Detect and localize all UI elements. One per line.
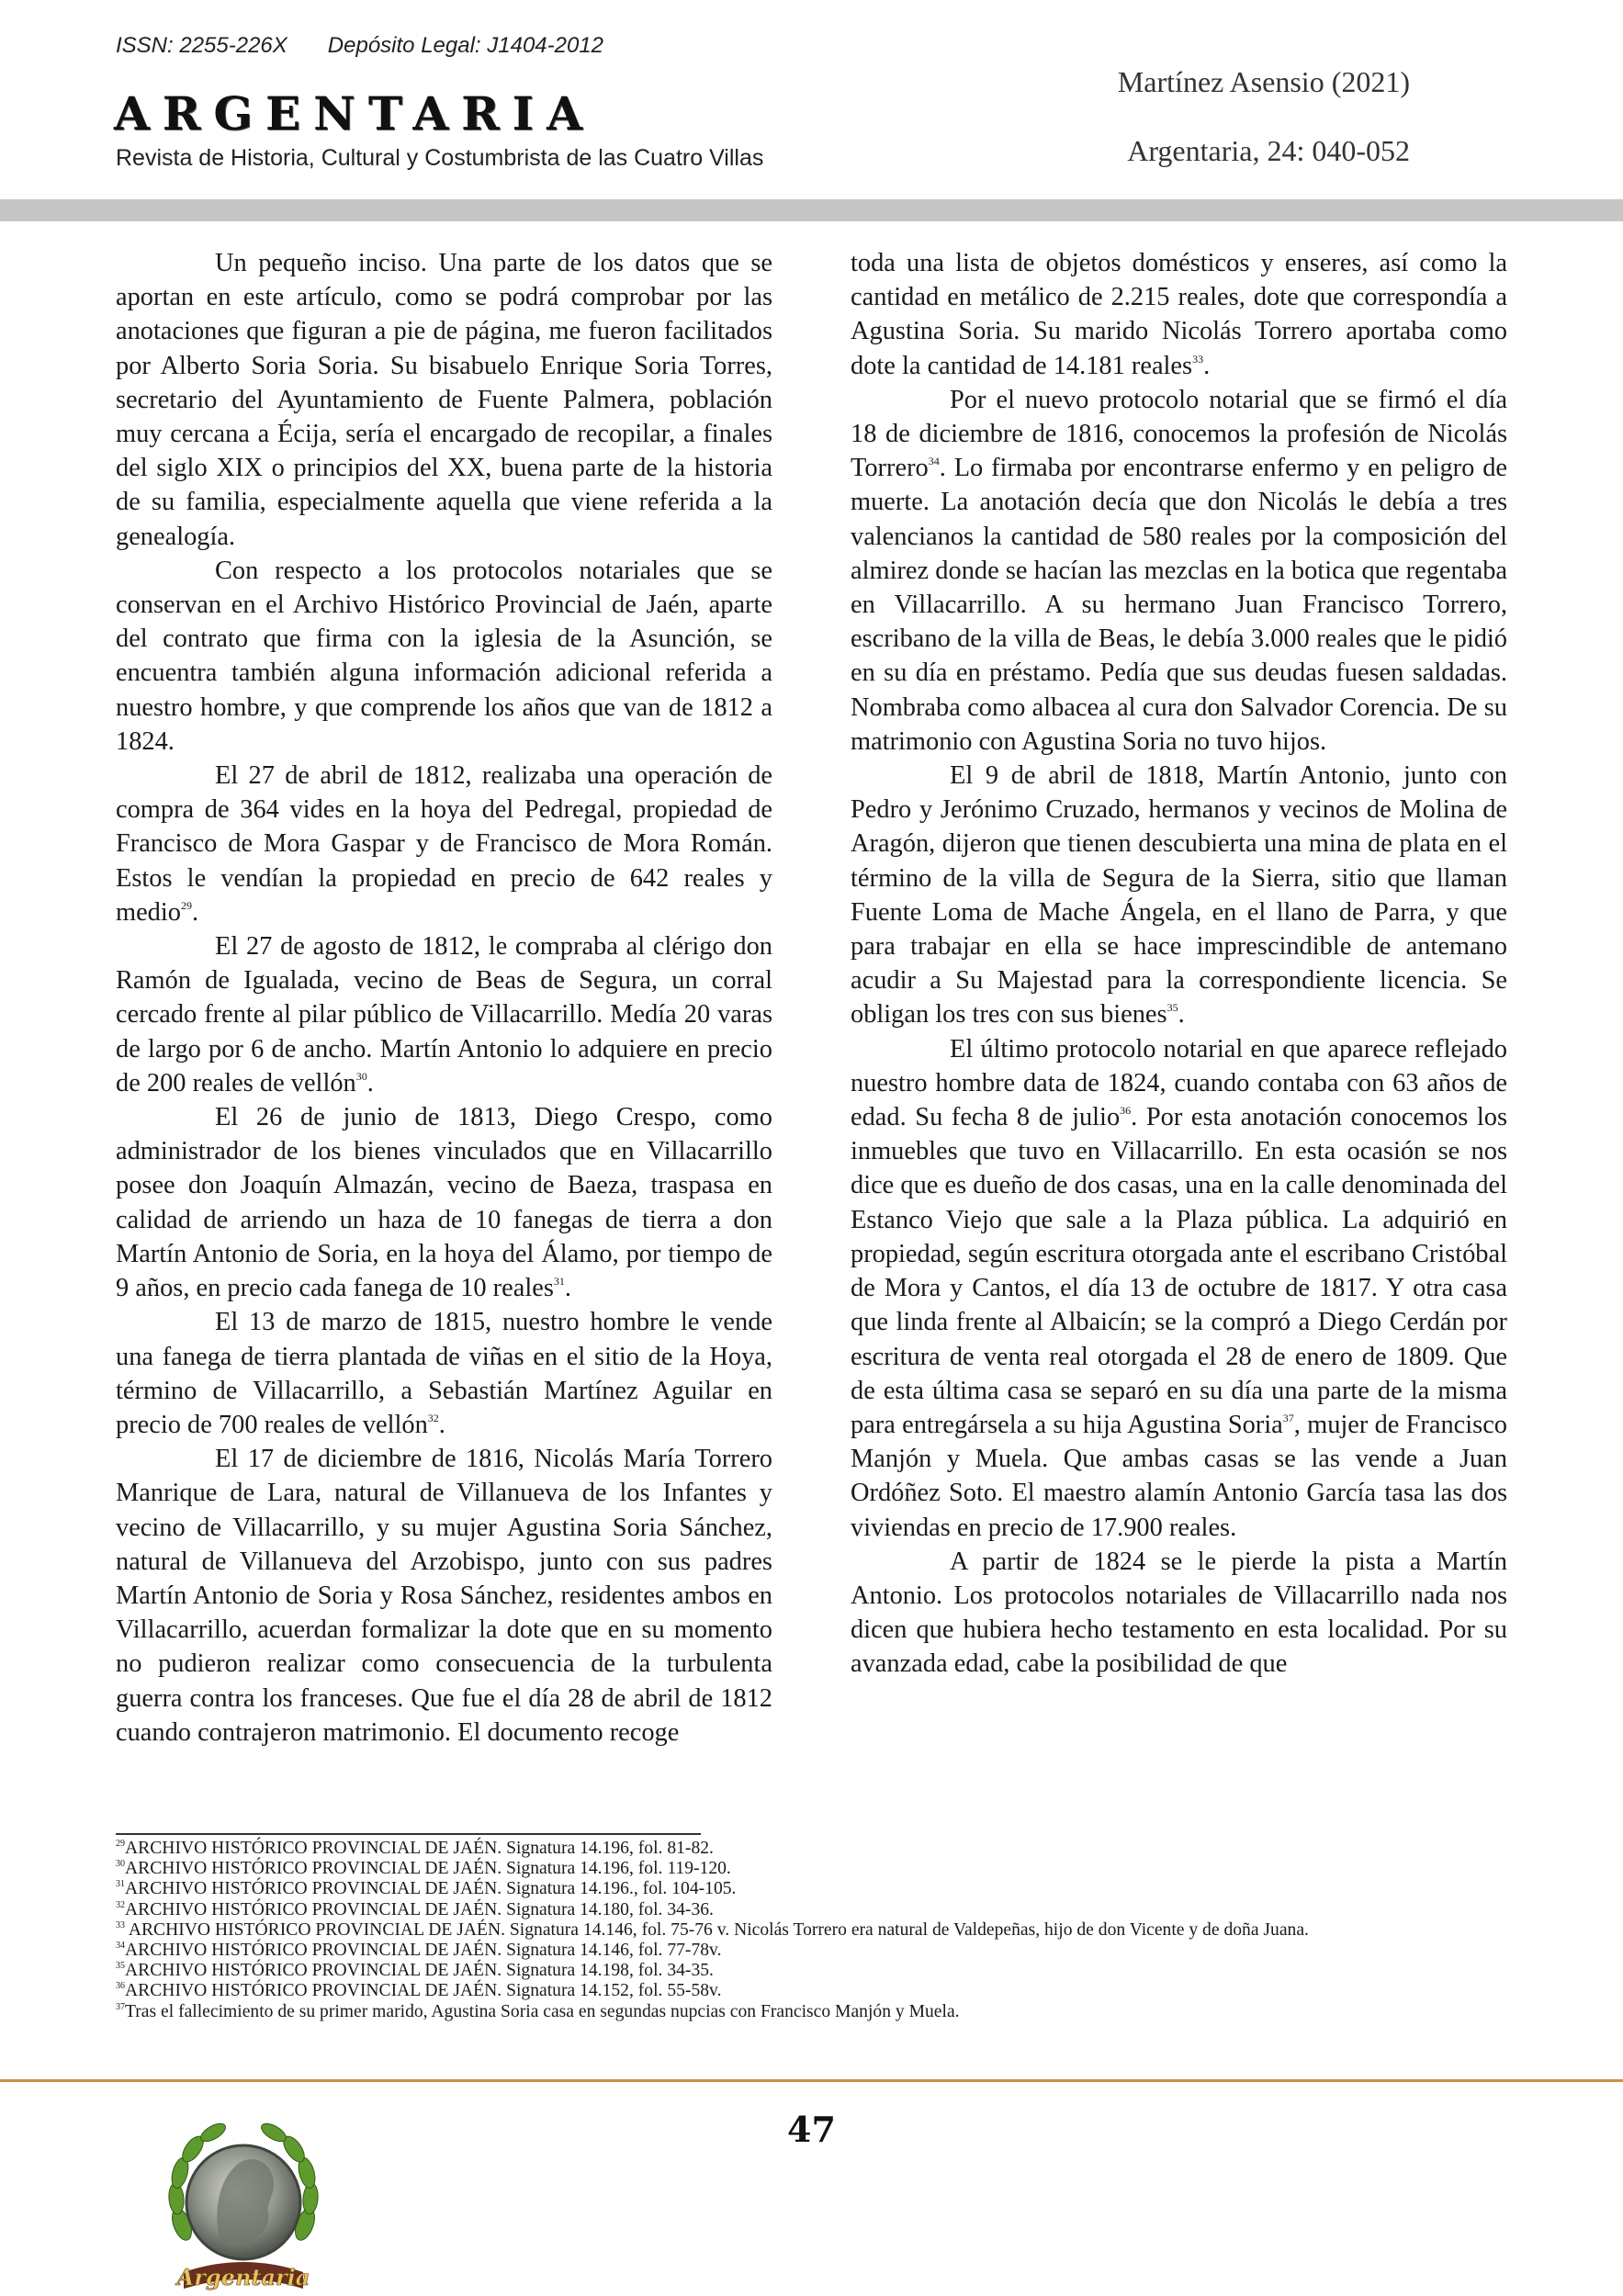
footnote-ref[interactable]: 37 <box>1282 1411 1294 1424</box>
paragraph <box>116 246 772 554</box>
citation-journal: Argentaria, 24: 040-052 <box>1127 134 1410 167</box>
paragraph-text: El 9 de abril de 1818, Martín Antonio, junto con Pedro y Jerónimo Cruzado, hermanos y vecinos de Molina de Aragón, dijeron que tienen descubierta una mina de plata en el término de la villa de Segura de la Sierra, sitio que llaman Fuente Loma de Mache Ángela, en el llano de Parra, y que para trabajar en ella se hace imprescindible de antemano acudir a Su Majestad para la correspondiente licencia. Se obligan los tres con sus bienes <box>851 761 1507 1030</box>
footnote <box>116 1900 1507 1920</box>
footnote-ref[interactable]: 34 <box>928 455 940 468</box>
paragraph-text: El 26 de junio de 1813, Diego Crespo, como administrador de los bienes vinculados que en Villacarrillo posee don Joaquín Almazán, vecino de Baeza, traspasa en calidad de arriendo un haza de 10 fanegas de tierra a don Martín Antonio de Soria, en la hoya del Álamo, por tiempo de 9 años, en precio cada fanega de 10 reales <box>116 1103 772 1303</box>
paragraph-text: . <box>564 1274 571 1303</box>
paragraph-text: . <box>438 1410 445 1439</box>
footnote <box>116 1981 1507 2001</box>
paragraph <box>116 929 772 1100</box>
journal-brand: ARGENTARIA <box>114 86 595 141</box>
paragraph-text: Por el nuevo protocolo notarial que se firmó el día 18 de diciembre de 1816, conocemos la profesión de Nicolás Torrero <box>851 385 1507 483</box>
laurel-coin-icon <box>156 2114 331 2296</box>
footnote-ref[interactable]: 31 <box>553 1275 565 1289</box>
footer-rule <box>0 2079 1623 2082</box>
footnote <box>116 1859 1507 1879</box>
footnote-text: Tras el fallecimiento de su primer marido, Agustina Soria casa en segundas nupcias con Francisco Manjón y Muela. <box>125 2001 960 2021</box>
page-number: 47 <box>787 2109 836 2150</box>
paragraph-text: . Por esta anotación conocemos los inmuebles que tuvo en Villacarrillo. En esta ocasión se nos dice que es dueño de dos casas, una en la calle denominada del Estanco Viejo que sale a la Plaza pública. La adquirió en propiedad, según escritura otorgada ante el escribano Cristóbal de Mora y Cantos, el día 13 de octubre de 1817. Y otra casa que linda frente al Albaicín; se la compró a Diego Cerdán por escritura de venta real otorgada el 28 de enero de 1809. Que de esta última casa se separó en su día una parte de la misma para entregársela a su hija Agustina Soria <box>851 1103 1508 1439</box>
paragraph-text: Con respecto a los protocolos notariales que se conservan en el Archivo Histórico Provincial de Jaén, aparte del contrato que firma con la iglesia de la Asunción, se encuentra también alguna información adicional referida a nuestro hombre, y que comprende los años que van de 1812 a 1824. <box>116 556 772 756</box>
footnote-ref[interactable]: 29 <box>180 898 192 912</box>
footnote-number: 36 <box>116 1981 125 1992</box>
footnote-ref[interactable]: 33 <box>1192 352 1204 366</box>
paragraph <box>851 759 1507 1032</box>
right-column <box>851 246 1507 1682</box>
paragraph-text: . <box>366 1068 374 1097</box>
footnote-number: 29 <box>116 1839 125 1849</box>
page-header <box>0 0 1623 197</box>
paragraph <box>116 1100 772 1305</box>
paragraph-text: El 13 de marzo de 1815, nuestro hombre le vende una fanega de tierra plantada de viñas en el sitio de la Hoya, término de Villacarrillo, a Sebastián Martínez Aguilar en precio de 700 reales de vellón <box>116 1308 772 1439</box>
paragraph <box>116 1442 772 1750</box>
footnote-number: 31 <box>116 1879 125 1890</box>
footnote <box>116 2002 1507 2022</box>
footnote <box>116 1920 1507 1941</box>
footnote-text: ARCHIVO HISTÓRICO PROVINCIAL DE JAÉN. Signatura 14.180, fol. 34-36. <box>125 1899 714 1919</box>
paragraph <box>851 383 1507 759</box>
paragraph-text: El 27 de abril de 1812, realizaba una operación de compra de 364 vides en la hoya del Pedregal, propiedad de Francisco de Mora Gaspar y de Francisco de Mora Román. Estos le vendían la propiedad en precio de 642 reales y medio <box>116 761 772 927</box>
footnote-number: 37 <box>116 2001 125 2012</box>
paragraph-text: A partir de 1824 se le pierde la pista a Martín Antonio. Los protocolos notariales de Villacarrillo nada nos dicen que hubiera hecho testamento en esta localidad. Por su avanzada edad, cabe la posibilidad de que <box>851 1547 1507 1679</box>
paragraph-text: , mujer de Francisco Manjón y Muela. Que ambas casas se las vende a Juan Ordóñez Soto. El maestro alamín Antonio García tasa las dos viviendas en precio de 17.900 reales. <box>851 1410 1507 1542</box>
deposito-legal: Depósito Legal: J1404-2012 <box>327 33 604 58</box>
footnote-separator <box>116 1833 701 1835</box>
footnote-text: ARCHIVO HISTÓRICO PROVINCIAL DE JAÉN. Signatura 14.152, fol. 55-58v. <box>125 1981 722 2001</box>
footnote <box>116 1961 1507 1981</box>
paragraph-text: El 27 de agosto de 1812, le compraba al clérigo don Ramón de Igualada, vecino de Beas de Segura, un corral cercado frente al pilar público de Villacarrillo. Medía 20 varas de largo por 6 de ancho. Martín Antonio lo adquiere en precio de 200 reales de vellón <box>116 932 772 1097</box>
citation-author: Martínez Asensio (2021) <box>1117 65 1410 98</box>
footnote-text: ARCHIVO HISTÓRICO PROVINCIAL DE JAÉN. Signatura 14.196., fol. 104-105. <box>125 1879 737 1899</box>
paragraph-text: . <box>1203 351 1211 380</box>
journal-subtitle: Revista de Historia, Cultural y Costumbrista de las Cuatro Villas <box>116 145 764 171</box>
footnote-text: ARCHIVO HISTÓRICO PROVINCIAL DE JAÉN. Signatura 14.196, fol. 119-120. <box>125 1859 731 1879</box>
header-divider-bar <box>0 199 1623 221</box>
footnotes <box>116 1839 1507 2022</box>
footnote-number: 33 <box>116 1919 125 1930</box>
footnote <box>116 1941 1507 1961</box>
issn: ISSN: 2255-226X <box>116 33 287 58</box>
footnote-number: 30 <box>116 1859 125 1870</box>
paragraph-text: . Lo firmaba por encontrarse enfermo y en peligro de muerte. La anotación decía que don Nicolás le debía a tres valencianos la cantidad de 580 reales por la composición del almirez donde se hacían las mezclas en la botica que regentaba en Villacarrillo. A su hermano Juan Francisco Torrero, escribano de la villa de Beas, le debía 3.000 reales que le pidió en su día en préstamo. Pedía que sus deudas fuesen saldadas. Nombraba como albacea al cura don Salvador Corencia. De su matrimonio con Agustina Soria no tuvo hijos. <box>851 454 1507 756</box>
paragraph-text: toda una lista de objetos domésticos y enseres, así como la cantidad en metálico de 2.215 reales, dote que correspondía a Agustina Soria. Su marido Nicolás Torrero aportaba como dote la cantidad de 14.181 reales <box>851 249 1507 380</box>
paragraph <box>116 1305 772 1442</box>
left-column <box>116 246 772 1750</box>
footnote-text: ARCHIVO HISTÓRICO PROVINCIAL DE JAÉN. Signatura 14.198, fol. 34-35. <box>125 1961 714 1981</box>
logo-text: Argentaria <box>176 2264 310 2290</box>
footnote <box>116 1839 1507 1859</box>
paragraph <box>116 759 772 929</box>
paragraph <box>851 1545 1507 1682</box>
footnote-ref[interactable]: 30 <box>355 1069 367 1083</box>
footnote-ref[interactable]: 32 <box>427 1411 439 1424</box>
paragraph <box>851 246 1507 383</box>
footnote-text: ARCHIVO HISTÓRICO PROVINCIAL DE JAÉN. Signatura 14.146, fol. 75-76 v. Nicolás Torrero era natural de Valdepeñas, hijo de don Vicente y de doña Juana. <box>125 1919 1309 1940</box>
footnote-ref[interactable]: 35 <box>1167 1001 1178 1015</box>
footnote-text: ARCHIVO HISTÓRICO PROVINCIAL DE JAÉN. Signatura 14.146, fol. 77-78v. <box>125 1941 722 1961</box>
footnote <box>116 1879 1507 1899</box>
paragraph <box>116 554 772 759</box>
paragraph-text: El último protocolo notarial en que aparece reflejado nuestro hombre data de 1824, cuando contaba con 63 años de edad. Su fecha 8 de julio <box>851 1034 1507 1132</box>
footnote-ref[interactable]: 36 <box>1120 1104 1132 1118</box>
paragraph-text: . <box>191 897 199 927</box>
issn-line <box>116 33 603 59</box>
paragraph <box>851 1032 1507 1545</box>
footnote-text: ARCHIVO HISTÓRICO PROVINCIAL DE JAÉN. Signatura 14.196, fol. 81-82. <box>125 1839 714 1858</box>
footnote-number: 34 <box>116 1941 125 1952</box>
paragraph-text: . <box>1178 1000 1185 1030</box>
paragraph-text: El 17 de diciembre de 1816, Nicolás María Torrero Manrique de Lara, natural de Villanueva de los Infantes y vecino de Villacarrillo, y su mujer Agustina Soria Sánchez, natural de Villanueva del Arzobispo, junto con sus padres Martín Antonio de Soria y Rosa Sánchez, residentes ambos en Villacarrillo, acuerdan formalizar la dote que en su momento no pudieron realizar como consecuencia de la turbulenta guerra contra los franceses. Que fue el día 28 de abril de 1812 cuando contrajeron matrimonio. El documento recoge <box>116 1445 772 1747</box>
paragraph-text: Un pequeño inciso. Una parte de los datos que se aportan en este artículo, como se podrá comprobar por las anotaciones que figuran a pie de página, me fueron facilitados por Alberto Soria Soria. Su bisabuelo Enrique Soria Torres, secretario del Ayuntamiento de Fuente Palmera, población muy cercana a Écija, sería el encargado de recopilar, a finales del siglo XIX o principios del XX, buena parte de la historia de su familia, especialmente aquella que viene referida a la genealogía. <box>116 249 772 551</box>
footnote-number: 32 <box>116 1899 125 1910</box>
footnote-number: 35 <box>116 1961 125 1972</box>
